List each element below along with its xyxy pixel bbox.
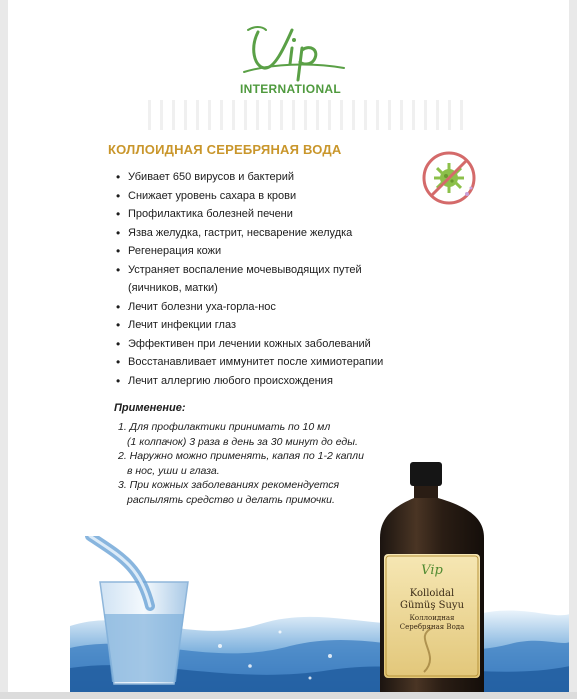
bottle-label-line2: Gümüş Suyu: [399, 600, 465, 611]
list-item: • Эффективен при лечении кожных заболеваний: [116, 335, 383, 354]
list-item: • Лечит аллергию любого происхождения: [116, 372, 383, 391]
bottle-image: [372, 458, 492, 692]
logo-script-graphic: [240, 18, 350, 82]
list-item: • Язва желудка, гастрит, несварение желудка: [116, 224, 383, 243]
list-item: • Регенерация кожи: [116, 242, 383, 261]
logo-brand-text: INTERNATIONAL: [240, 82, 342, 96]
vip-international-logo: [240, 18, 350, 98]
bottle-label-logo: Vip: [421, 563, 443, 578]
list-item: • Снижает уровень сахара в крови: [116, 187, 383, 206]
page-title: КОЛЛОИДНАЯ СЕРЕБРЯНАЯ ВОДА: [108, 142, 342, 157]
list-item: • Устраняет воспаление мочевыводящих путей: [116, 261, 383, 280]
list-item: • Лечит инфекции глаз: [116, 316, 383, 335]
list-item-continuation: (яичников, матки): [128, 282, 218, 294]
page-bottom-shadow: [0, 692, 577, 699]
benefits-list: [116, 168, 383, 390]
usage-line: 1. Для профилактики принимать по 10 мл: [118, 421, 331, 433]
usage-instructions: [118, 420, 364, 507]
list-item: • Восстанавливает иммунитет после химиотерапии: [116, 353, 383, 372]
list-item: • Лечит болезни уха-горла-нос: [116, 298, 383, 317]
bottle-label-line1: Kolloidal: [409, 588, 455, 599]
list-item: • Убивает 650 вирусов и бактерий: [116, 168, 383, 187]
background-watermark: [148, 100, 468, 130]
usage-line: 2. Наружно можно применять, капая по 1-2 капли: [118, 450, 364, 462]
water-glass-image: [70, 536, 569, 692]
bottle-label-line3: Коллоидная: [409, 614, 455, 622]
usage-line: 3. При кожных заболеваниях рекомендуется: [118, 479, 340, 491]
usage-heading: Применение:: [114, 402, 186, 414]
no-virus-icon: [421, 150, 477, 206]
document-page: [8, 0, 569, 692]
bottle-label-line4: Серебряная Вода: [399, 623, 465, 631]
usage-line: распылять средство и делать примочки.: [127, 493, 335, 506]
usage-line: (1 колпачок) 3 раза в день за 30 минут до еды.: [127, 435, 358, 448]
usage-line: в нос, уши и глаза.: [127, 464, 220, 477]
list-item: • Профилактика болезней печени: [116, 205, 383, 224]
